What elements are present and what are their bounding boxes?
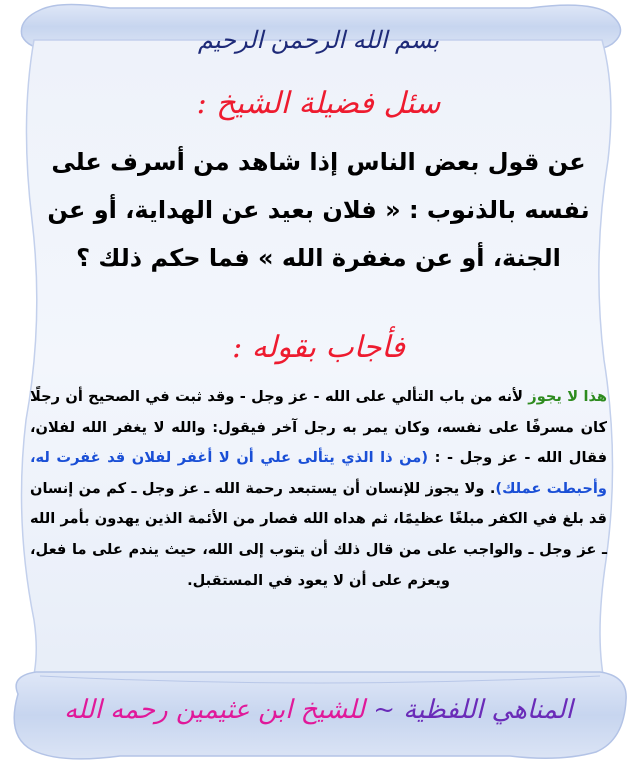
- answer-ruling: هذا لا يجوز: [528, 388, 607, 405]
- author-name: للشيخ ابن عثيمين رحمه الله: [64, 695, 365, 725]
- question-heading: سئل فضيلة الشيخ :: [196, 86, 441, 121]
- basmala: بسم الله الرحمن الرحيم: [197, 26, 440, 54]
- answer-heading: فأجاب بقوله :: [232, 330, 405, 365]
- answer-part-1: لأنه من باب التألي على الله - عز وجل - وقد ثبت في الصحيح أن رجلًا كان مسرفًا على نفسه، وكان يمر به رجل آخر فيقول: والله لا يغفر الله لفلان، فقال الله - عز وجل - :: [30, 388, 607, 467]
- answer-text: [30, 382, 607, 596]
- source-footer: [30, 695, 607, 725]
- answer-part-2: . ولا يجوز للإنسان أن يستبعد رحمة الله ـ عز وجل ـ كم من إنسان قد بلغ في الكفر مبلغًا عظيمًا، ثم هداه الله فصار من الأئمة الذين يهدون بأمر الله ـ عز وجل ـ والواجب على من قال ذلك أن يتوب إلى الله، حيث يندم على ما فعل، ويعزم على أن لا يعود في المستقبل.: [30, 479, 607, 589]
- question-text: عن قول بعض الناس إذا شاهد من أسرف على نفسه بالذنوب : « فلان بعيد عن الهداية، أو عن الجنة، أو عن مغفرة الله » فما حكم ذلك ؟: [47, 148, 590, 272]
- hadith-quote: (من ذا الذي يتألى علي أن لا أغفر لفلان قد غفرت له، وأحبطت عملك): [30, 449, 607, 497]
- footer-separator: ~: [364, 695, 404, 725]
- book-title: المناهي اللفظية: [403, 695, 573, 725]
